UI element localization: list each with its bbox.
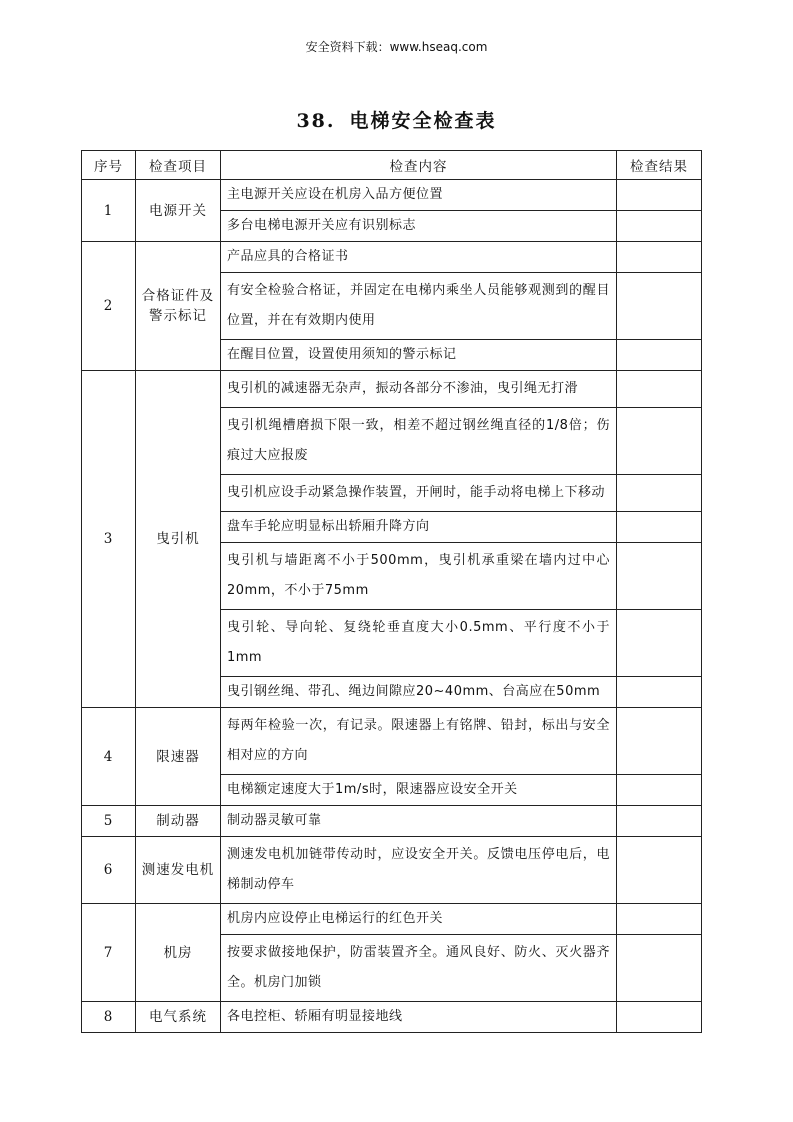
row-content: 产品应具的合格证书 [221, 242, 617, 273]
result-cell[interactable] [617, 273, 702, 340]
row-number: 8 [82, 1002, 136, 1033]
row-number: 7 [82, 904, 136, 1002]
row-content: 曳引机应设手动紧急操作装置，开闸时，能手动将电梯上下移动 [221, 475, 617, 512]
row-number: 2 [82, 242, 136, 371]
row-content: 主电源开关应设在机房入品方便位置 [221, 180, 617, 211]
row-content: 有安全检验合格证，并固定在电梯内乘坐人员能够观测到的醒目位置，并在有效期内使用 [221, 273, 617, 340]
row-item: 合格证件及警示标记 [136, 242, 221, 371]
result-cell[interactable] [617, 775, 702, 806]
result-cell[interactable] [617, 935, 702, 1002]
row-item: 电源开关 [136, 180, 221, 242]
result-cell[interactable] [617, 806, 702, 837]
result-cell[interactable] [617, 1002, 702, 1033]
result-cell[interactable] [617, 371, 702, 408]
row-item: 测速发电机 [136, 837, 221, 904]
result-cell[interactable] [617, 180, 702, 211]
row-content: 曳引机与墙距离不小于500mm，曳引机承重梁在墙内过中心20mm，不小于75mm [221, 543, 617, 610]
col-header-content: 检查内容 [221, 151, 617, 180]
row-content: 每两年检验一次，有记录。限速器上有铭牌、铅封，标出与安全相对应的方向 [221, 708, 617, 775]
row-item: 曳引机 [136, 371, 221, 708]
row-item: 机房 [136, 904, 221, 1002]
row-number: 4 [82, 708, 136, 806]
result-cell[interactable] [617, 610, 702, 677]
table-row [82, 180, 702, 211]
title-text: 电梯安全检查表 [349, 110, 497, 132]
table-row [82, 837, 702, 904]
row-item: 限速器 [136, 708, 221, 806]
row-content: 曳引轮、导向轮、复绕轮垂直度大小0.5mm、平行度不小于1mm [221, 610, 617, 677]
col-header-item: 检查项目 [136, 151, 221, 180]
col-header-no: 序号 [82, 151, 136, 180]
col-header-result: 检查结果 [617, 151, 702, 180]
row-content: 曳引机的减速器无杂声，振动各部分不渗油，曳引绳无打滑 [221, 371, 617, 408]
row-content: 在醒目位置，设置使用须知的警示标记 [221, 340, 617, 371]
table-row [82, 806, 702, 837]
result-cell[interactable] [617, 837, 702, 904]
row-number: 5 [82, 806, 136, 837]
title-number: 38. [296, 110, 336, 132]
row-content: 各电控柜、轿厢有明显接地线 [221, 1002, 617, 1033]
row-content: 曳引机绳槽磨损下限一致，相差不超过钢丝绳直径的1/8倍；伤痕过大应报废 [221, 408, 617, 475]
table-row [82, 242, 702, 273]
result-cell[interactable] [617, 340, 702, 371]
result-cell[interactable] [617, 242, 702, 273]
table-header-row [82, 151, 702, 180]
table-row [82, 371, 702, 408]
row-content: 机房内应设停止电梯运行的红色开关 [221, 904, 617, 935]
page-header: 安全资料下载：www.hseaq.com [305, 40, 488, 54]
table-row [82, 708, 702, 775]
row-content: 测速发电机加链带传动时，应设安全开关。反馈电压停电后，电梯制动停车 [221, 837, 617, 904]
row-content: 曳引钢丝绳、带孔、绳边间隙应20~40mm、台高应在50mm [221, 677, 617, 708]
row-number: 1 [82, 180, 136, 242]
row-content: 制动器灵敏可靠 [221, 806, 617, 837]
result-cell[interactable] [617, 677, 702, 708]
row-item: 电气系统 [136, 1002, 221, 1033]
result-cell[interactable] [617, 543, 702, 610]
inspection-table [81, 150, 702, 1033]
row-item: 制动器 [136, 806, 221, 837]
document-title [0, 106, 793, 133]
row-number: 6 [82, 837, 136, 904]
result-cell[interactable] [617, 475, 702, 512]
row-content: 电梯额定速度大于1m/s时，限速器应设安全开关 [221, 775, 617, 806]
result-cell[interactable] [617, 512, 702, 543]
table-row [82, 1002, 702, 1033]
result-cell[interactable] [617, 904, 702, 935]
row-content: 按要求做接地保护，防雷装置齐全。通风良好、防火、灭火器齐全。机房门加锁 [221, 935, 617, 1002]
result-cell[interactable] [617, 211, 702, 242]
row-content: 盘车手轮应明显标出轿厢升降方向 [221, 512, 617, 543]
result-cell[interactable] [617, 408, 702, 475]
table-row [82, 904, 702, 935]
result-cell[interactable] [617, 708, 702, 775]
row-number: 3 [82, 371, 136, 708]
row-content: 多台电梯电源开关应有识别标志 [221, 211, 617, 242]
